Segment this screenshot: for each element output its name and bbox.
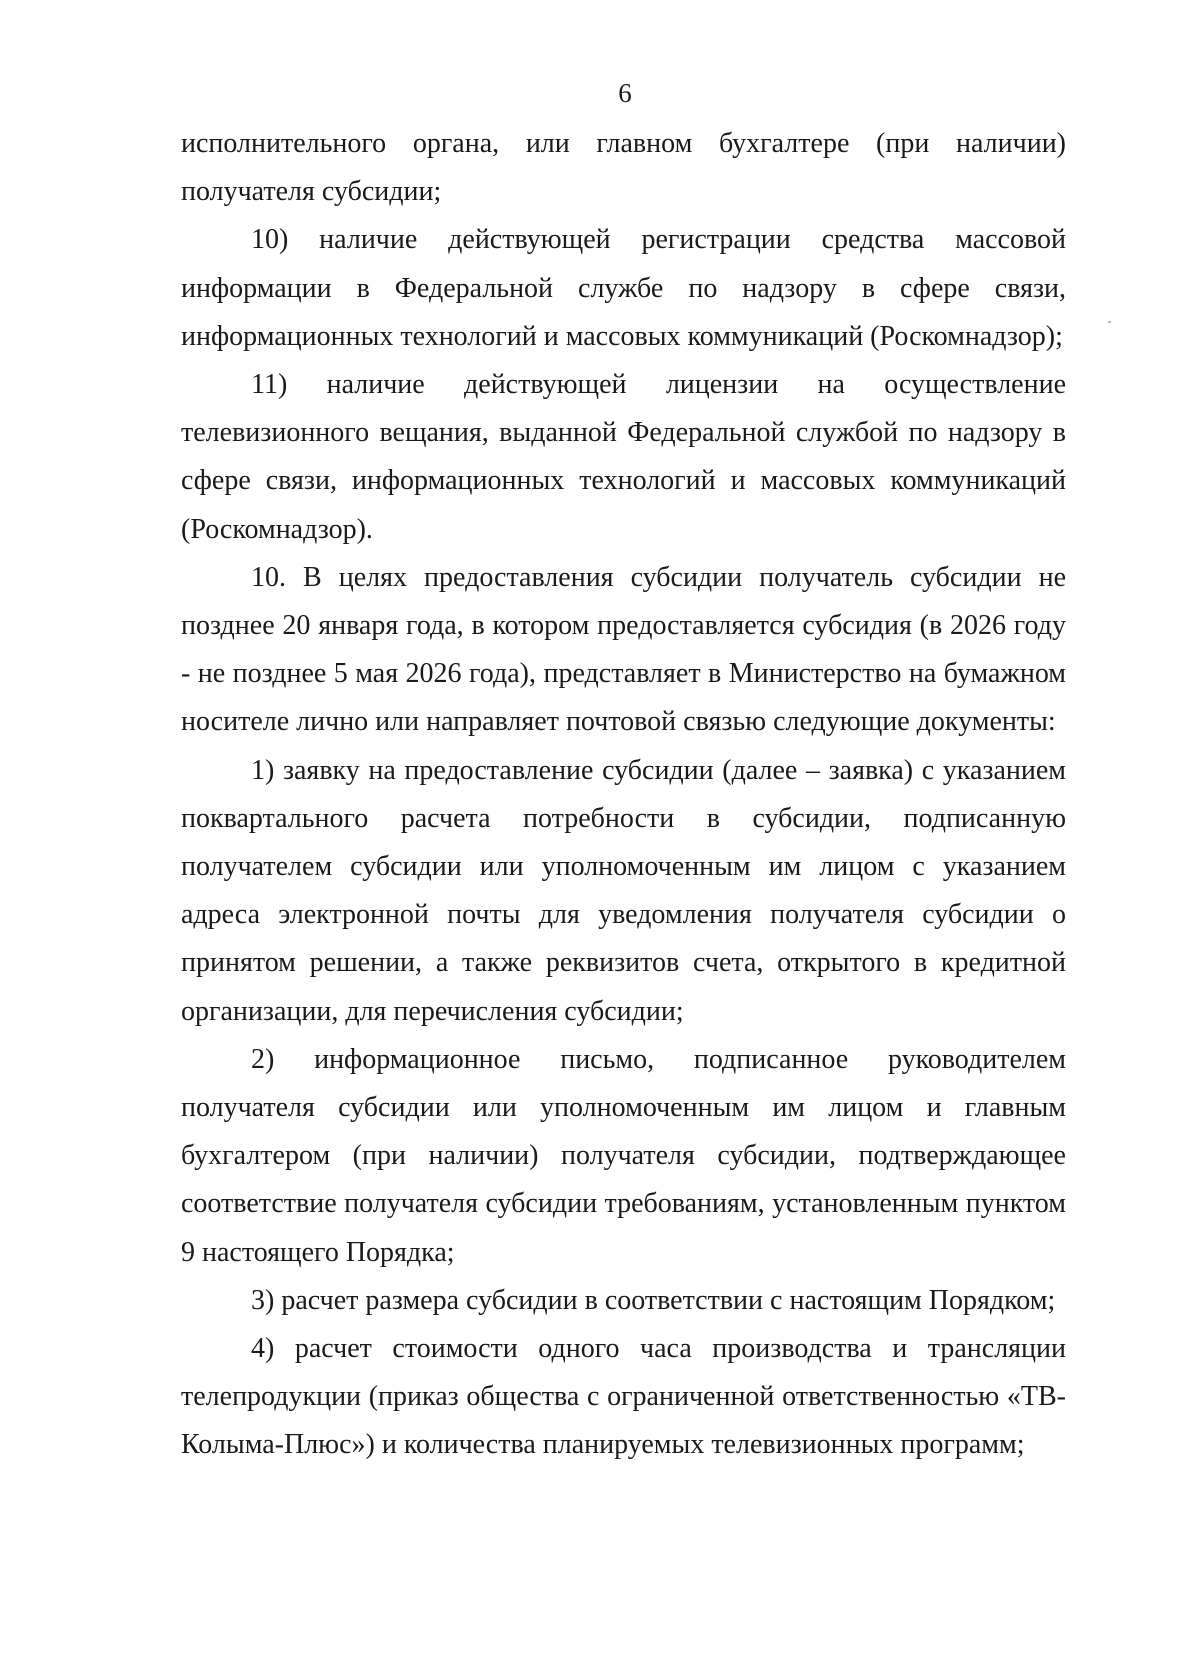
paragraph-clause-10: 10. В целях предоставления субсидии получатель субсидии не позднее 20 января года, в котором предоставляется субсидия (в 2026 году - не позднее 5 мая 2026 года), представляет в Министерство на бумажном носителе лично или направляет почтовой связью следующие документы: — [181, 561, 1066, 738]
paragraph-doc-2-letter: 2) информационное письмо, подписанное руководителем получателя субсидии или уполномоченным им лицом и главным бухгалтером (при наличии) получателя субсидии, подтверждающее соответствие получателя субсидии требованиям, установленным пунктом 9 настоящего Порядка; — [181, 1043, 1066, 1268]
paragraph-item-10-registration: 10) наличие действующей регистрации средства массовой информации в Федеральной службе по надзору в сфере связи, информационных технологий и массовых коммуникаций (Роскомнадзор); — [181, 224, 1066, 352]
paragraph-doc-3-calculation: 3) расчет размера субсидии в соответствии с настоящим Порядком; — [251, 1284, 1056, 1316]
document-body — [181, 120, 1066, 1470]
paragraph-continuation: исполнительного органа, или главном бухгалтере (при наличии) получателя субсидии; — [181, 128, 1066, 208]
page-number: 6 — [618, 78, 632, 108]
paragraph-doc-4-cost: 4) расчет стоимости одного часа производства и трансляции телепродукции (приказ общества с ограниченной ответственностью «ТВ-Колыма-Плюс») и количества планируемых телевизионных программ; — [181, 1333, 1066, 1461]
paragraph-doc-1-application: 1) заявку на предоставление субсидии (далее – заявка) с указанием поквартального расчета потребности в субсидии, подписанную получателем субсидии или уполномоченным им лицом с указанием адреса электронной почты для уведомления получателя субсидии о принятом решении, а также реквизитов счета, открытого в кредитной организации, для перечисления субсидии; — [181, 754, 1066, 1027]
paragraph-item-11-license: 11) наличие действующей лицензии на осуществление телевизионного вещания, выданной Федеральной службой по надзору в сфере связи, информационных технологий и массовых коммуникаций (Роскомнадзор). — [181, 369, 1066, 545]
scan-artifact — [1108, 321, 1111, 323]
